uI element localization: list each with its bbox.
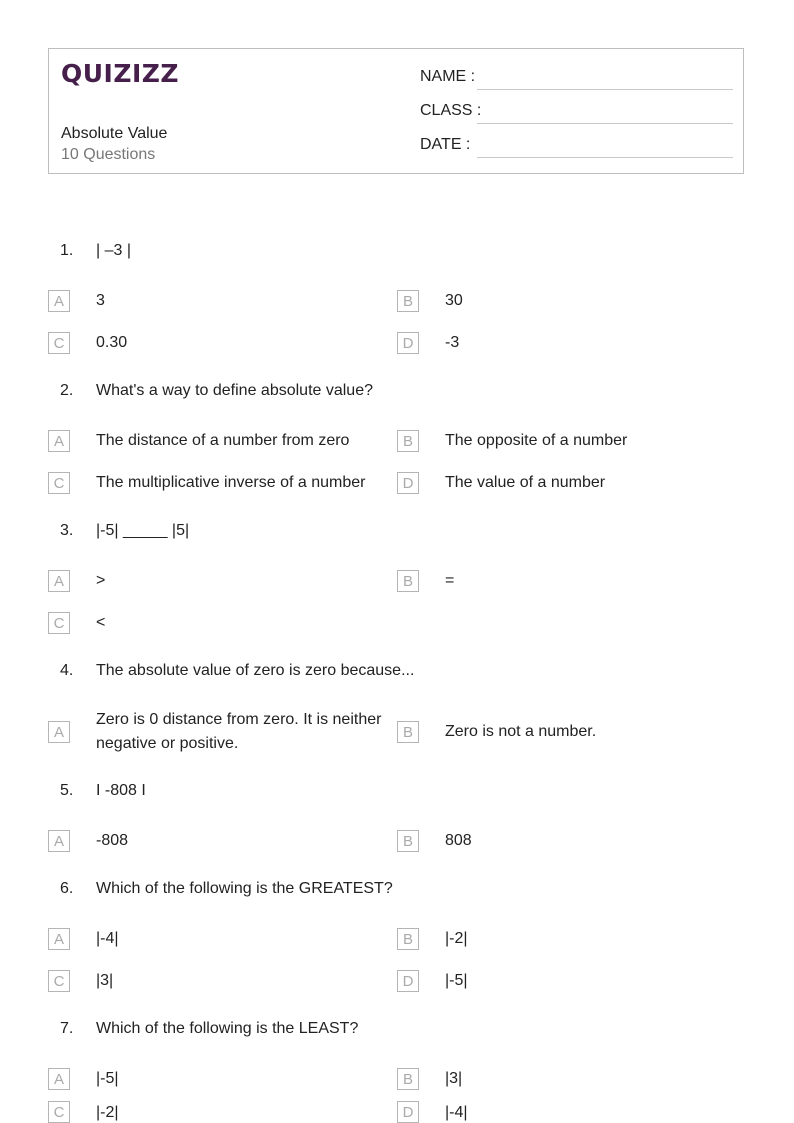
option-letter-box[interactable]: A xyxy=(48,1068,70,1090)
option-text: |-5| xyxy=(445,972,468,989)
option-letter-box[interactable]: A xyxy=(48,430,70,452)
option-text: Zero is 0 distance from zero. It is neither negative or positive. xyxy=(96,711,382,752)
option-text: |-2| xyxy=(96,1104,119,1121)
question-number: 5. xyxy=(60,782,74,799)
option-text: < xyxy=(96,614,106,631)
option-text: 30 xyxy=(445,292,463,309)
name-line[interactable] xyxy=(477,89,733,90)
question-text: What's a way to define absolute value? xyxy=(96,382,373,399)
worksheet-header xyxy=(48,48,744,174)
name-label: NAME : xyxy=(420,68,476,85)
question-number: 2. xyxy=(60,382,74,399)
question-text: |-5| _____ |5| xyxy=(96,522,190,539)
option-text: -3 xyxy=(445,334,460,351)
option-letter-box[interactable]: C xyxy=(48,472,70,494)
question-number: 3. xyxy=(60,522,74,539)
question-number: 6. xyxy=(60,880,74,897)
question-text: I -808 I xyxy=(96,782,146,799)
question-number: 1. xyxy=(60,242,74,259)
question-text: Which of the following is the GREATEST? xyxy=(96,880,393,897)
option-text: |3| xyxy=(445,1070,463,1087)
option-letter-box[interactable]: C xyxy=(48,612,70,634)
question-number: 7. xyxy=(60,1020,74,1037)
option-letter-box[interactable]: A xyxy=(48,830,70,852)
option-letter-box[interactable]: A xyxy=(48,721,70,743)
option-text: The opposite of a number xyxy=(445,432,628,449)
option-letter-box[interactable]: A xyxy=(48,290,70,312)
option-text: |-4| xyxy=(445,1104,468,1121)
option-text: Zero is not a number. xyxy=(445,723,597,740)
class-label: CLASS : xyxy=(420,102,482,119)
option-letter-box[interactable]: C xyxy=(48,1101,70,1123)
option-text: |-2| xyxy=(445,930,468,947)
option-text: 0.30 xyxy=(96,334,128,351)
option-text: -808 xyxy=(96,832,129,849)
option-letter-box[interactable]: C xyxy=(48,332,70,354)
class-line[interactable] xyxy=(477,123,733,124)
option-letter-box[interactable]: D xyxy=(397,472,419,494)
option-letter-box[interactable]: B xyxy=(397,430,419,452)
option-letter-box[interactable]: C xyxy=(48,970,70,992)
option-letter-box[interactable]: A xyxy=(48,570,70,592)
option-text: = xyxy=(445,572,455,589)
option-letter-box[interactable]: D xyxy=(397,1101,419,1123)
option-letter-box[interactable]: B xyxy=(397,721,419,743)
option-letter-box[interactable]: B xyxy=(397,830,419,852)
question-count: 10 Questions xyxy=(61,146,156,163)
option-text: The value of a number xyxy=(445,474,606,491)
option-letter-box[interactable]: B xyxy=(397,290,419,312)
question-text: | –3 | xyxy=(96,242,131,259)
option-text: 808 xyxy=(445,832,472,849)
option-text: 3 xyxy=(96,292,105,309)
option-text: The distance of a number from zero xyxy=(96,432,350,449)
quizizz-logo: QUIZIZZ xyxy=(61,59,180,88)
date-line[interactable] xyxy=(477,157,733,158)
option-text: > xyxy=(96,572,106,589)
option-letter-box[interactable]: B xyxy=(397,1068,419,1090)
date-label: DATE : xyxy=(420,136,471,153)
question-text: The absolute value of zero is zero because... xyxy=(96,662,415,679)
option-letter-box[interactable]: B xyxy=(397,570,419,592)
worksheet-title: Absolute Value xyxy=(61,125,168,142)
option-letter-box[interactable]: B xyxy=(397,928,419,950)
question-text: Which of the following is the LEAST? xyxy=(96,1020,359,1037)
option-letter-box[interactable]: A xyxy=(48,928,70,950)
question-number: 4. xyxy=(60,662,74,679)
option-text: The multiplicative inverse of a number xyxy=(96,474,366,491)
option-letter-box[interactable]: D xyxy=(397,970,419,992)
option-text: |3| xyxy=(96,972,114,989)
option-text: |-4| xyxy=(96,930,119,947)
option-letter-box[interactable]: D xyxy=(397,332,419,354)
option-text: |-5| xyxy=(96,1070,119,1087)
